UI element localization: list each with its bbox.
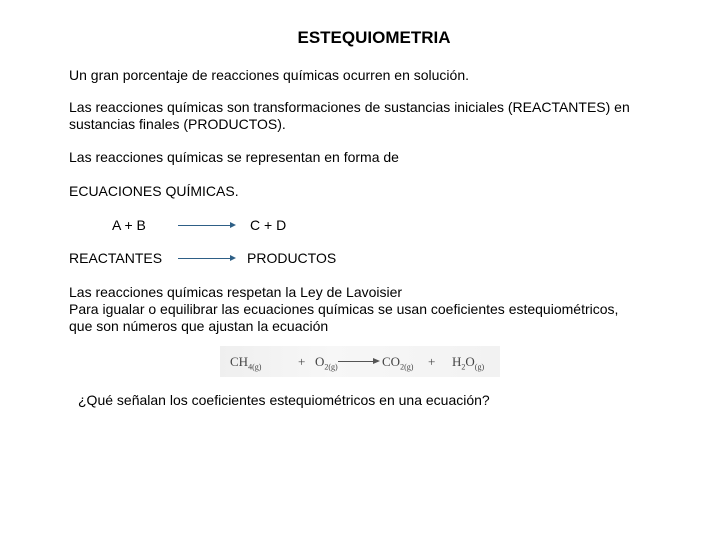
paragraph-lavoisier: Las reacciones químicas respetan la Ley de Lavoisier [69,284,403,300]
paragraph-coefficients: Para igualar o equilibrar las ecuaciones químicas se usan coeficientes estequiométricos, [69,301,619,317]
combustion-equation-image [220,346,500,377]
equation-plus: + [428,354,436,369]
equation-o2: $O_{2(g)}$ [315,354,338,372]
scheme-reactants-formula: A + B [112,217,146,233]
paragraph-adjust: que son números que ajustan la ecuación [69,318,329,334]
paragraph-solution: Un gran porcentaje de reacciones químicas ocurren en solución. [69,67,470,83]
question-text: ¿Qué señalan los coeficientes estequiométricos en una ecuación? [78,392,490,408]
equation-arrow-icon [338,361,378,362]
equation-plus: + [298,354,306,369]
scheme-products-label: PRODUCTOS [247,250,337,266]
paragraph-representation: Las reacciones químicas se representan en forma de [69,149,399,165]
reaction-arrow-icon [178,225,234,226]
paragraph-ecuaciones: ECUACIONES QUÍMICAS. [69,183,239,199]
equation-ch4: $CH_{4(g)}$ [230,354,262,372]
paragraph-transformations: Las reacciones químicas son transformaciones de sustancias iniciales (REACTANTES) en sustancias finales (PRODUCTOS). [69,99,630,132]
scheme-reactants-label: REACTANTES [69,250,163,266]
scheme-products-formula: C + D [250,217,287,233]
reaction-arrow-icon [178,258,234,259]
equation-co2: $CO_{2(g)}$ [382,354,414,372]
equation-h2o: $H_2O_{(g)}$ [452,354,485,372]
page-title: ESTEQUIOMETRIA [297,28,451,47]
